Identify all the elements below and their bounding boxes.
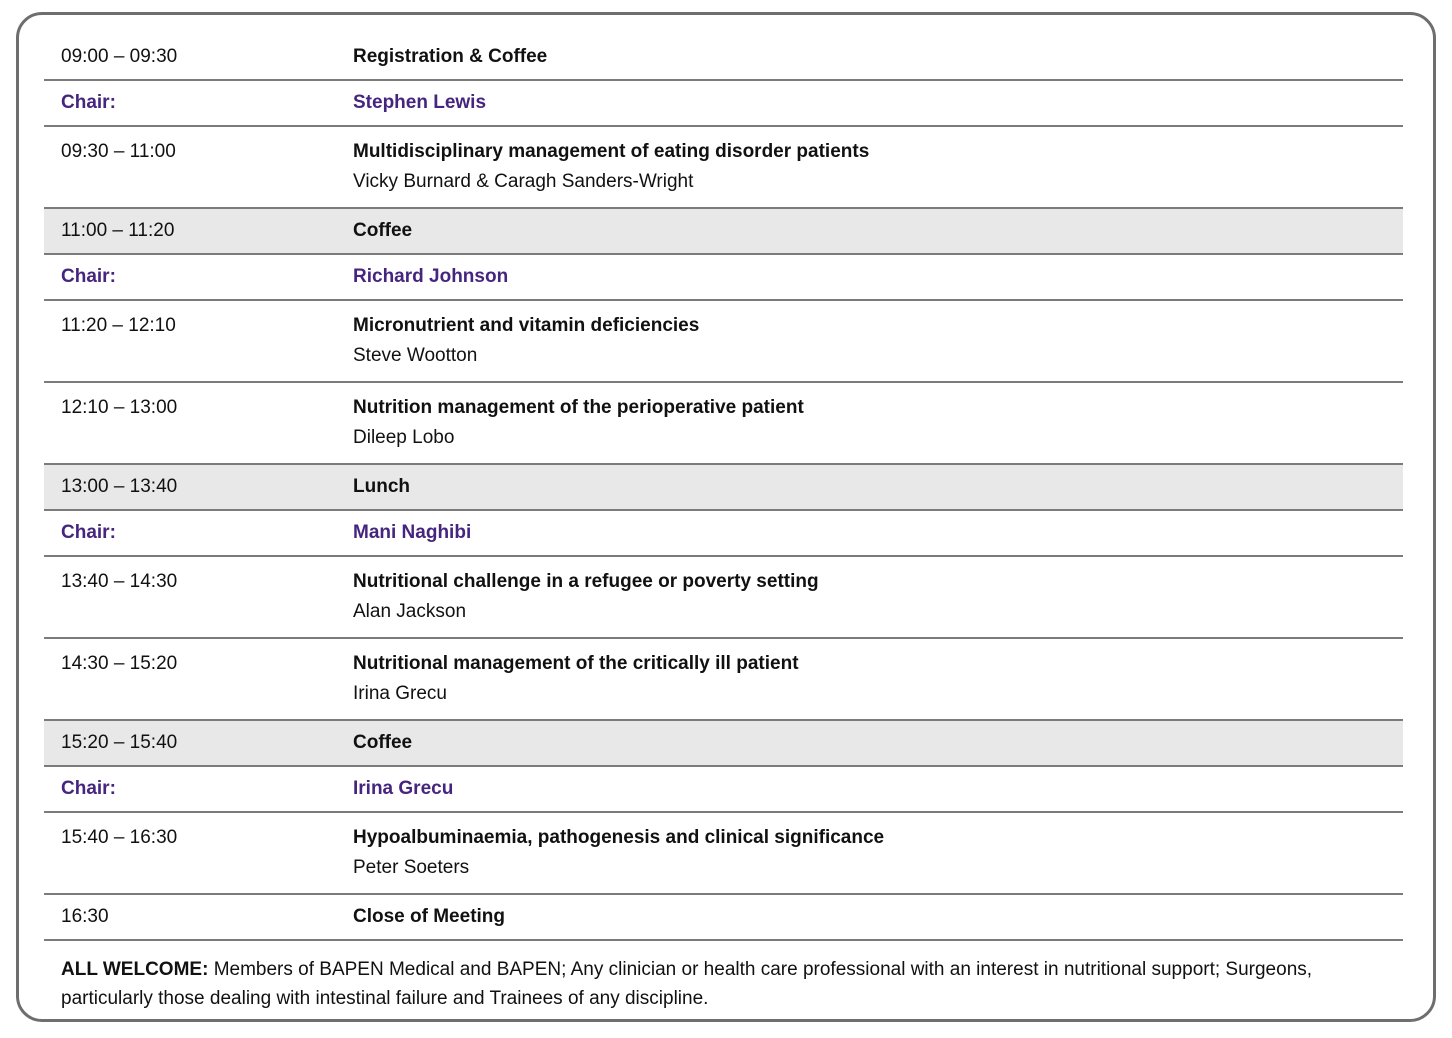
- session-title: Nutrition management of the perioperative patient: [353, 397, 804, 418]
- welcome-note: [44, 955, 1331, 1013]
- schedule-row-session-4: [44, 557, 1403, 639]
- schedule-row-registration: [44, 35, 1403, 81]
- schedule-row-break-coffee-2: [44, 721, 1403, 767]
- session-title: Micronutrient and vitamin deficiencies: [353, 315, 700, 336]
- programme-card: [16, 12, 1436, 1022]
- break-title: Coffee: [353, 220, 413, 241]
- time-cell: 13:40 – 14:30: [61, 571, 178, 592]
- chair-label: Chair:: [61, 92, 116, 113]
- time-cell: 12:10 – 13:00: [61, 397, 178, 418]
- chair-name: Irina Grecu: [353, 778, 454, 799]
- speaker-name: Vicky Burnard & Caragh Sanders-Wright: [353, 171, 694, 192]
- chair-label: Chair:: [61, 522, 116, 543]
- time-cell: 09:00 – 09:30: [61, 46, 178, 67]
- session-title: Multidisciplinary management of eating disorder patients: [353, 141, 870, 162]
- time-cell: 15:20 – 15:40: [61, 732, 178, 753]
- time-cell: 15:40 – 16:30: [61, 827, 178, 848]
- schedule-row-chair-2: [44, 255, 1403, 301]
- session-title: Hypoalbuminaemia, pathogenesis and clinical significance: [353, 827, 885, 848]
- speaker-name: Dileep Lobo: [353, 427, 455, 448]
- schedule-row-session-3: [44, 383, 1403, 465]
- break-title: Coffee: [353, 732, 413, 753]
- schedule-row-break-lunch: [44, 465, 1403, 511]
- speaker-name: Peter Soeters: [353, 857, 470, 878]
- time-cell: 11:20 – 12:10: [61, 315, 176, 336]
- schedule-row-chair-4: [44, 767, 1403, 813]
- break-title: Lunch: [353, 476, 410, 497]
- schedule-row-session-2: [44, 301, 1403, 383]
- speaker-name: Steve Wootton: [353, 345, 478, 366]
- session-title: Nutritional management of the critically ill patient: [353, 653, 799, 674]
- time-cell: 16:30: [61, 906, 109, 927]
- chair-label: Chair:: [61, 778, 116, 799]
- time-cell: 09:30 – 11:00: [61, 141, 176, 162]
- time-cell: 14:30 – 15:20: [61, 653, 178, 674]
- schedule-row-chair-1: [44, 81, 1403, 127]
- time-cell: 11:00 – 11:20: [61, 220, 175, 241]
- session-title: Nutritional challenge in a refugee or poverty setting: [353, 571, 819, 592]
- schedule-row-session-1: [44, 127, 1403, 209]
- schedule-row-break-coffee-1: [44, 209, 1403, 255]
- schedule-row-close: [44, 895, 1403, 941]
- schedule-row-session-6: [44, 813, 1403, 895]
- welcome-note-label: ALL WELCOME:: [61, 959, 209, 980]
- speaker-name: Irina Grecu: [353, 683, 447, 704]
- session-title: Registration & Coffee: [353, 46, 548, 67]
- chair-name: Richard Johnson: [353, 266, 509, 287]
- chair-label: Chair:: [61, 266, 116, 287]
- welcome-note-text: Members of BAPEN Medical and BAPEN; Any clinician or health care professional with an interest in nutritional support; Surgeons, particularly those dealing with intestinal failure and Trainees of any discipline.: [61, 959, 1313, 1009]
- schedule-row-chair-3: [44, 511, 1403, 557]
- schedule-table: [44, 35, 1403, 941]
- session-title: Close of Meeting: [353, 906, 506, 927]
- chair-name: Mani Naghibi: [353, 522, 472, 543]
- chair-name: Stephen Lewis: [353, 92, 487, 113]
- time-cell: 13:00 – 13:40: [61, 476, 178, 497]
- speaker-name: Alan Jackson: [353, 601, 467, 622]
- schedule-row-session-5: [44, 639, 1403, 721]
